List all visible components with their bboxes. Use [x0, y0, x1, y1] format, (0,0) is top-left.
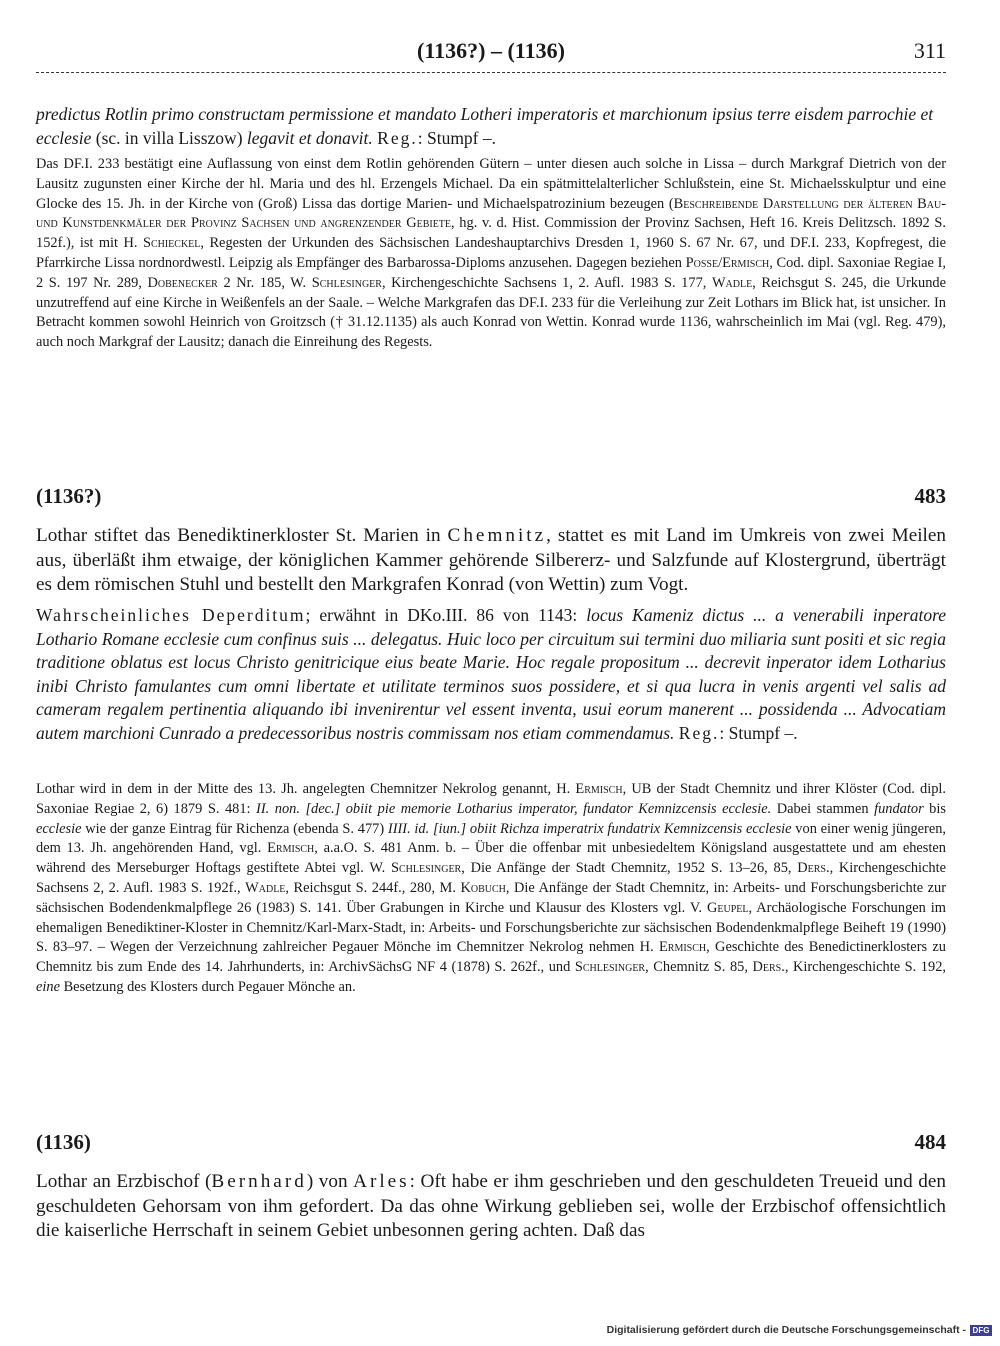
latin-quote: locus Kameniz dictus ... a venerabili inperatore Lothario Romane ecclesie cum confinus suis ... delegatus. Huic loco per circuitum sui termini duo miliaria sunt positi et sic regia traditione oblatus est locus Christo genitricique eius beate Marie. Hoc regale propositum ... decrevit inperator idem Lotharius inibi Christo famulantes cum omni libertate et utilitate terminos suos possidere, et si qua lucra in venis argenti vel salis ad cameram regalem pertinentia aliquando ibi invenirentur vel essent inventa, usui eorum manerent ... possidenda ... Advocatiam autem marchioni Cunrado a predecessoribus nostris commissam nos etiam commendamus. — [36, 605, 947, 743]
latin-word: fundator — [874, 800, 924, 817]
note-text: Dabei stammen — [771, 800, 875, 817]
author-name: Schlesinger — [574, 959, 646, 976]
source-text: ; erwähnt in DKo.III. 86 von 1143: — [305, 605, 587, 625]
author-name: Wadle — [245, 879, 286, 896]
note-text: , UB der Stadt Chemnitz und ihrer Klöster (Cod. dipl. Saxoniae Regiae 2, 6) 1879 S. 481: — [36, 781, 947, 817]
author-name: Ermisch — [575, 781, 623, 797]
entry-date: (1136) — [36, 1130, 91, 1154]
latin-gloss: (sc. in villa Lisszow) — [91, 128, 247, 148]
author-name: Posse/Ermisch — [685, 254, 770, 271]
note-text: bis — [923, 800, 946, 817]
author-name: Ders. — [797, 860, 830, 877]
latin-quote: IIII. id. [iun.] obiit Richza imperatrix fundatrix Kemnizcensis ecclesie — [387, 820, 792, 837]
author-name: Schlesinger — [391, 860, 462, 877]
latin-text-end: legavit et donavit. — [246, 128, 373, 148]
entry-483-commentary — [36, 780, 946, 998]
note-text: , Cod. dipl. Saxoniae Regiae I, 2 S. 197 Nr. 289, — [36, 254, 946, 291]
note-text: , hg. v. d. Hist. Commission der Provinz Sachsen, Heft 16. Kreis Delitzsch. 1892 S. 152f.), ist mit H. — [36, 215, 946, 252]
regest-text: ) von — [306, 1171, 354, 1192]
note-text: , Die Anfänge der Stadt Chemnitz, in: Arbeits- und Forschungsberichte zur sächsischen Bodendenkmalpflege 26 (1983) S. 141. Über Grabungen in Kirche und Klausur des Klosters vgl. V. — [36, 879, 946, 916]
note-text: , Kirchengeschichte S. 192, — [784, 959, 946, 976]
commentary-note — [36, 155, 946, 353]
regest-text: : Oft habe er ihm geschrieben und den geschuldeten Treueid und den geschuldeten Gehorsam von ihm gefordert. Da das ohne Wirkung geblieben sei, wolle der Erzbischof offensichtlich die kaiserliche Herrschaft in seinem Gebiet unbesonnen gering achten. Daß das — [36, 1171, 946, 1242]
note-text: , Reichsgut S. 245, die Urkunde unzutreffend auf eine Kirche in Weißenfels an der Saale. – Welche Markgrafen das DF.I. 233 für die Verleihung zur Zeit Lothars im Blick hat, ist unsicher. In Betracht kommen sowohl Heinrich von Groitzsch († 31.12.1135) als auch Konrad von Wettin. Konrad wurde 1136, wahrscheinlich im Mai (vgl. Reg. 479), auch noch Markgraf der Lausitz; danach die Einreihung des Regests. — [36, 274, 946, 351]
latin-quote: II. non. [dec.] obiit pie memorie Lotharius imperator, fundator Kemnizcensis ecclesie. — [256, 800, 772, 817]
note-smallcaps: Beschreibende Darstellung der älteren Bau- und Kunstdenkmäler der Provinz Sachsen und angrenzender Gebiete — [36, 195, 946, 232]
author-name: Ermisch — [659, 939, 707, 956]
note-text: Lothar wird in dem in der Mitte des 13. Jh. angelegten Chemnitzer Nekrolog genannt, H. — [36, 781, 576, 797]
author-name: Ermisch — [267, 840, 315, 857]
note-text: Besetzung des Klosters durch Pegauer Mönche an. — [59, 978, 356, 995]
entry-number: 483 — [914, 484, 946, 508]
reg-label: Reg. — [377, 128, 418, 148]
note-text: , Geschichte des Benedictinerklosters zu Chemnitz bis zum Ende des 14. Jahrhunderts, in: ArchivSächsG NF 4 (1878) S. 262f., und — [36, 939, 946, 976]
latin-word: ecclesie — [36, 820, 82, 837]
note-text: 2 Nr. 185, W. — [217, 274, 312, 291]
latin-text: predictus Rotlin primo constructam permissione et mandato Lotheri imperatoris et marchionum ipsius terre eisdem parrochie et ecclesie — [36, 104, 934, 148]
author-name: Kobuch — [460, 879, 506, 896]
dfg-logo-icon: DFG — [970, 1325, 992, 1336]
note-text: , Kirchengeschichte Sachsens 2, 2. Aufl. 1983 S. 192f., — [36, 860, 946, 896]
running-title: (1136?) – (1136) — [417, 38, 565, 63]
note-text: , Reichsgut S. 244f., 280, M. — [285, 879, 461, 896]
note-text: , Kirchengeschichte Sachsens 1, 2. Aufl. 1983 S. 177, — [381, 274, 712, 291]
note-text: , Regesten der Urkunden des Sächsischen Landeshauptarchivs Dresden 1, 1960 S. 67 Nr. 67, und DF.I. 233, Kopfregest, die Pfarrkirche Lissa nordnordwestl. Leipzig als Empfänger des Barbarossa-Diploms anzusehen. Dagegen beziehen — [36, 235, 946, 271]
entry-484-regest — [36, 1170, 946, 1244]
emphasis-word: eine — [36, 978, 60, 995]
digitization-footer — [607, 1324, 992, 1336]
author-name: Dobenecker — [147, 274, 218, 291]
note-text: , Die Anfänge der Stadt Chemnitz, 1952 S. 13–26, 85, — [461, 860, 798, 877]
note-text: Das DF.I. 233 bestätigt eine Auflassung von einst dem Rotlin gehörenden Gütern – unter diesen auch solche in Lissa – durch Markgraf Dietrich von der Lausitz zugunsten einer Kirche der hl. Maria und des hl. Erzengels Michael. Da ein spätmittelalterlicher Schlußstein, eine St. Michaelsskulptur und eine Glocke des 15. Jh. in der Kirche von (Groß) Lissa das dortige Marien- und Michaelspatrozinium bezeugen ( — [36, 156, 946, 212]
note-text: wie der ganze Eintrag für Richenza (ebenda S. 477) — [81, 820, 388, 837]
author-name: Geupel — [706, 899, 749, 916]
header-rule — [36, 72, 946, 73]
regest-text: Lothar an Erzbischof ( — [36, 1171, 212, 1192]
page-number: 311 — [913, 38, 946, 63]
author-name: Schlesinger — [311, 274, 382, 291]
entry-date: (1136?) — [36, 484, 102, 508]
note-text: von einer wenig jüngeren, dem 13. Jh. angehörenden Hand, vgl. — [36, 820, 947, 857]
place-name: Arles — [353, 1171, 410, 1192]
entry-number: 484 — [914, 1130, 946, 1154]
author-name: Wadle — [711, 274, 753, 291]
deperditum-label: Wahrscheinliches Deperditum — [36, 605, 306, 625]
person-name: Bernhard — [211, 1171, 307, 1192]
note-text: , Chemnitz S. 85, — [645, 959, 753, 976]
note-text: , a.a.O. S. 481 Anm. b. – Über die offenbar mit unbesiedeltem Königsland ausgestattete und am ehesten während des Merseburger Hoftags gestiftete Abtei vgl. W. — [36, 840, 946, 877]
regest-text: Lothar stiftet das Benediktinerkloster St. Marien in — [36, 525, 448, 546]
entry-483-regest — [36, 524, 946, 598]
regest-text: , stattet es mit Land im Umkreis von zwei Meilen aus, überläßt ihm etwaige, der königlichen Kammer gehörende Silbererz- und Salzfunde auf Klostergrund, überträgt es dem römischen Stuhl und bestellt den Markgrafen Konrad (von Wettin) zum Vogt. — [36, 525, 946, 596]
reg-label: Reg. — [678, 722, 720, 743]
footer-text: Digitalisierung gefördert durch die Deutsche Forschungsgemeinschaft - — [606, 1324, 966, 1336]
place-name: Chemnitz — [447, 525, 547, 546]
reg-value: : Stumpf –. — [719, 722, 798, 743]
entry-483-source — [36, 604, 946, 746]
latin-continuation — [36, 102, 946, 150]
author-name: Schieckel — [142, 235, 201, 252]
running-head — [36, 38, 946, 68]
reg-value: : Stumpf –. — [417, 128, 497, 148]
author-name: Ders. — [752, 959, 785, 976]
note-text: , Archäologische Forschungen im ehemaligen Benediktiner-Kloster in Chemnitz/Karl-Marx-Stadt, in: Arbeits- und Forschungsberichte zur sächsischen Bodendenkmalpflege Beiheft 19 (1990) S. 83–97. – Wegen der Verzeichnung zahlreicher Pegauer Mönche im Chemnitzer Nekrolog nehmen H. — [36, 899, 946, 956]
